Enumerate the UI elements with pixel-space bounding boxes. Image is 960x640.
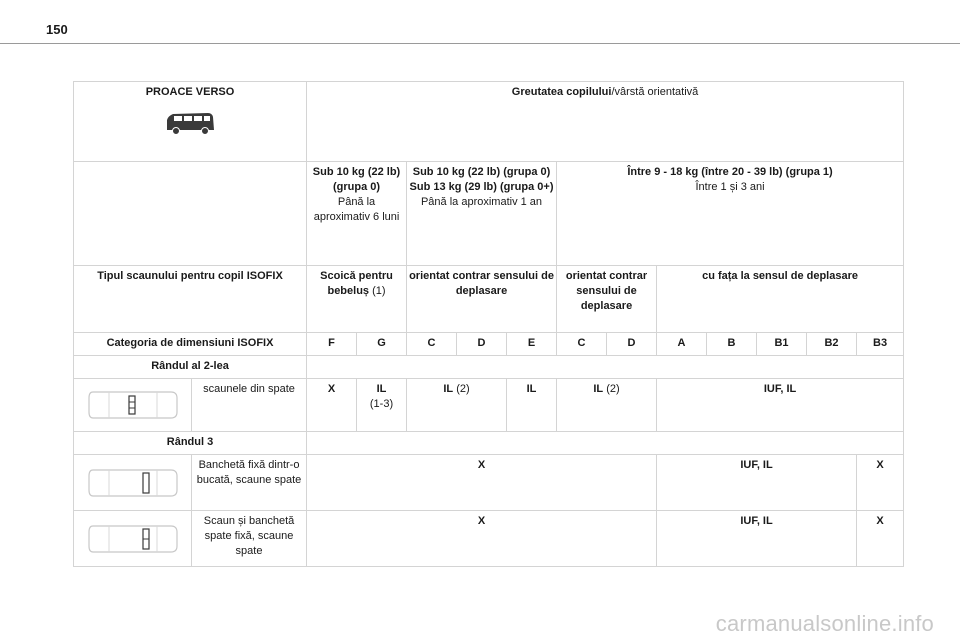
size-category-value: B3 xyxy=(857,333,904,356)
table-header-row xyxy=(74,82,904,162)
seat-type-label: Tipul scaunului pentru copil ISOFIX xyxy=(74,266,307,333)
seat-type-infant-note: (1) xyxy=(369,285,386,297)
row3-bench-value-b3: X xyxy=(857,455,904,511)
weight-group-row xyxy=(74,162,904,266)
weight-group-0-bold: Sub 10 kg (22 lb) (grupa 0) xyxy=(312,166,401,193)
weight-group-0-cell xyxy=(307,162,407,266)
car-seat-bench-row3-icon xyxy=(87,522,179,556)
row2-value-forward: IUF, IL xyxy=(657,379,904,432)
weight-header-cell xyxy=(307,82,904,162)
car-bench-row3-icon xyxy=(87,466,179,500)
seat-type-rear-facing-b: orientat contrar sensului de deplasare xyxy=(557,266,657,333)
row2-value-infant: X xyxy=(307,379,357,432)
row3-seat-bench-value-forward: IUF, IL xyxy=(657,511,857,567)
weight-header-text: /vârstă orientativă xyxy=(611,86,699,98)
size-category-value: B2 xyxy=(807,333,857,356)
row3-title: Rândul 3 xyxy=(74,432,307,455)
empty-cell xyxy=(307,432,904,455)
van-icon xyxy=(164,110,216,136)
row3-seat-bench-row xyxy=(74,511,904,567)
weight-group-0plus-cell xyxy=(407,162,557,266)
empty-cell xyxy=(307,356,904,379)
row3-section-row xyxy=(74,432,904,455)
row3-car-icon-cell xyxy=(74,511,192,567)
row3-bench-label: Banchetă fixă dintr-o bucată, scaune spate xyxy=(192,455,307,511)
row2-value-group0-cell xyxy=(357,379,407,432)
row2-value-rear-b: IL xyxy=(593,383,604,395)
weight-group-1-bold: Între 9 - 18 kg (între 20 - 39 lb) (grupa 1) xyxy=(627,166,833,178)
weight-group-1-cell xyxy=(557,162,904,266)
row3-bench-value-rear: X xyxy=(307,455,657,511)
weight-group-0plus-age: Până la aproximativ 1 an xyxy=(420,196,543,208)
row3-bench-row xyxy=(74,455,904,511)
row2-value-rear-b-cell xyxy=(557,379,657,432)
row3-car-icon-cell xyxy=(74,455,192,511)
weight-group-1-age: Între 1 și 3 ani xyxy=(695,181,765,193)
size-category-value: B xyxy=(707,333,757,356)
size-category-value: C xyxy=(407,333,457,356)
row2-seat-label: scaunele din spate xyxy=(192,379,307,432)
header-divider xyxy=(0,43,960,44)
watermark: carmanualsonline.info xyxy=(715,611,934,636)
row2-value-rear-a: IL xyxy=(443,383,454,395)
seat-type-rear-facing-a: orientat contrar sensului de deplasare xyxy=(407,266,557,333)
row2-value-rear-a-note: (2) xyxy=(453,383,470,395)
page-number: 150 xyxy=(46,22,68,37)
seat-type-infant-cell xyxy=(307,266,407,333)
row2-value-group0-note: (1-3) xyxy=(369,398,394,410)
row2-section-row xyxy=(74,356,904,379)
row2-value-rear-b-note: (2) xyxy=(603,383,620,395)
size-category-value: G xyxy=(357,333,407,356)
size-category-value: A xyxy=(657,333,707,356)
size-category-value: D xyxy=(457,333,507,356)
weight-group-0plus-bold-a: Sub 10 kg (22 lb) (grupa 0) xyxy=(412,166,551,178)
size-category-value: F xyxy=(307,333,357,356)
row3-seat-bench-value-rear: X xyxy=(307,511,657,567)
size-category-value: E xyxy=(507,333,557,356)
size-category-value: C xyxy=(557,333,607,356)
empty-cell xyxy=(74,162,307,266)
row2-value-rear-a-cell xyxy=(407,379,507,432)
row2-title: Rândul al 2-lea xyxy=(74,356,307,379)
size-category-row xyxy=(74,333,904,356)
vehicle-name: PROACE VERSO xyxy=(145,86,235,98)
row2-value-group0: IL xyxy=(376,383,387,395)
row3-bench-value-forward: IUF, IL xyxy=(657,455,857,511)
row2-car-icon-cell xyxy=(74,379,192,432)
vehicle-header-cell xyxy=(74,82,307,162)
isofix-table xyxy=(73,81,904,567)
row2-value-rear-e: IL xyxy=(507,379,557,432)
size-category-label: Categoria de dimensiuni ISOFIX xyxy=(74,333,307,356)
row3-seat-bench-value-b3: X xyxy=(857,511,904,567)
row2-seat-row xyxy=(74,379,904,432)
seat-type-forward-facing: cu fața la sensul de deplasare xyxy=(657,266,904,333)
car-seat-row2-icon xyxy=(87,388,179,422)
row3-seat-bench-label: Scaun și banchetă spate fixă, scaune spate xyxy=(192,511,307,567)
size-category-value: B1 xyxy=(757,333,807,356)
seat-type-infant: Scoică pentru bebeluș xyxy=(320,270,393,297)
weight-group-0-age: Până la aproximativ 6 luni xyxy=(313,196,400,223)
size-category-value: D xyxy=(607,333,657,356)
weight-group-0plus-bold-b: Sub 13 kg (29 lb) (grupa 0+) xyxy=(409,181,554,193)
seat-type-row xyxy=(74,266,904,333)
weight-header-bold: Greutatea copilului xyxy=(511,86,612,98)
